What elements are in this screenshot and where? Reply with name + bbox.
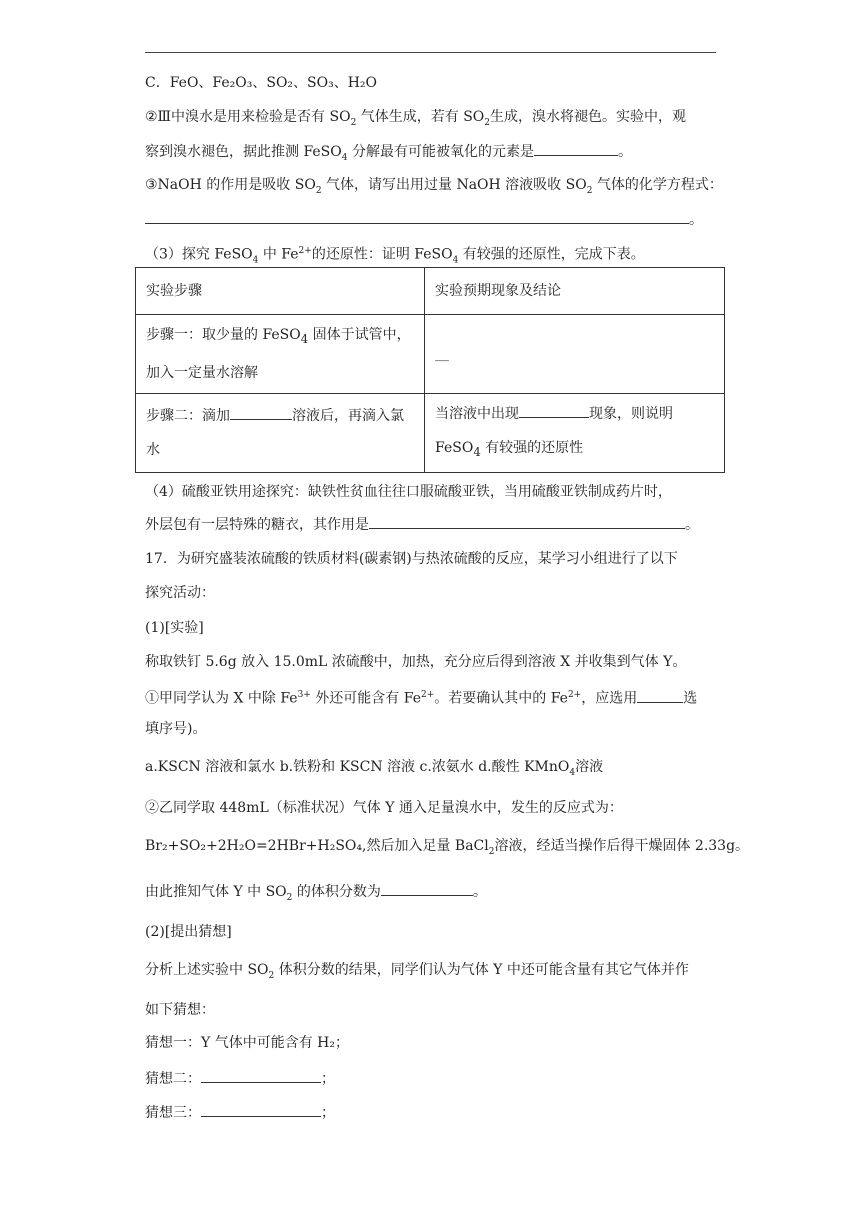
- volume-fraction-line: 由此推知气体 Y 中 $SO_2$ 的体积分数为 。: [145, 881, 487, 908]
- table-cell-step-1: 步骤一：取少量的 FeSO$_4$ 固体于试管中， 加入一定量水溶解: [136, 315, 425, 394]
- question-2-line-1: ②Ⅲ中溴水是用来检验是否有 $SO_2$ 气体生成，若有 $SO_2$生成，溴水将褪色。实验中，观: [145, 109, 687, 128]
- hypothesis-3: 猜想三： ；: [145, 1102, 335, 1123]
- question-17-title: 17．为研究盛装浓硫酸的铁质材料(碳素钢)与热浓硫酸的反应，某学习小组进行了以下: [145, 551, 678, 567]
- analysis-line: 分析上述实验中 $SO_2$ 体积分数的结果，同学们认为气体 Y 中还可能含量有其它气体并作: [145, 962, 689, 981]
- answer-blank[interactable]: [201, 1102, 321, 1117]
- question-17-title-cont: 探究活动：: [145, 585, 215, 601]
- table-header-result: 实验预期现象及结论: [425, 268, 725, 315]
- top-rule: [145, 52, 716, 53]
- answer-blank[interactable]: [369, 514, 685, 529]
- sub-question-1: ①甲同学认为 X 中除 $Fe^{3+}$ 外还可能含有 $Fe^{2+}$。若要确认其中的 $Fe^{2+}$，应选用 选: [145, 685, 697, 709]
- question-2-line-2: 察到溴水褪色，据此推测 FeSO$_4$ 分解最有可能被氧化的元素是 。: [145, 141, 632, 168]
- answer-blank[interactable]: [519, 403, 589, 418]
- hypothesis-1: 猜想一：Y 气体中可能含有 H₂；: [145, 1035, 349, 1051]
- reaction-line: Br₂+SO₂+2H₂O=2HBr+H₂SO₄,然后加入足量 BaCl$_2$溶液，经适当操作后得干燥固体 2.33g。: [145, 838, 750, 857]
- section-hypothesis: (2)[提出猜想]: [145, 924, 232, 940]
- answer-blank[interactable]: [230, 405, 292, 420]
- options-line: a.KSCN 溶液和氯水 b.铁粉和 KSCN 溶液 c.浓氨水 d.酸性 KMnO$_4$溶液: [145, 759, 604, 778]
- answer-blank[interactable]: [381, 881, 473, 896]
- answer-blank[interactable]: [534, 141, 618, 156]
- experiment-desc: 称取铁钉 5.6g 放入 15.0mL 浓硫酸中，加热，充分应后得到溶液 X 并收集到气体 Y。: [145, 654, 687, 670]
- option-c-line: C．FeO、Fe₂O₃、SO₂、SO₃、H₂O: [145, 75, 378, 91]
- equation-answer-line: 。: [145, 209, 703, 230]
- sub-question-1-cont: 填序号)。: [145, 721, 207, 737]
- table-cell-result-2: 当溶液中出现 现象，则说明 FeSO$_4$ 有较强的还原性: [425, 394, 725, 473]
- question-3-line-1: ③NaOH 的作用是吸收 $SO_2$ 气体，请写出用过量 NaOH 溶液吸收 $SO_2$ 气体的化学方程式：: [145, 177, 723, 196]
- answer-blank[interactable]: [201, 1068, 321, 1083]
- experiment-table: [135, 267, 725, 473]
- part-4-line-2: 外层包有一层特殊的糖衣，其作用是 。: [145, 514, 699, 535]
- part-4-line-1: （4）硫酸亚铁用途探究：缺铁性贫血往往口服硫酸亚铁，当用硫酸亚铁制成药片时，: [145, 484, 672, 500]
- answer-blank[interactable]: [637, 688, 683, 703]
- answer-blank[interactable]: [145, 209, 689, 224]
- analysis-line-cont: 如下猜想：: [145, 1002, 215, 1018]
- hypothesis-2: 猜想二： ；: [145, 1068, 335, 1089]
- table-cell-step-2: 步骤二：滴加 溶液后，再滴入氯 水: [136, 394, 425, 473]
- section-experiment: (1)[实验]: [145, 620, 204, 636]
- table-cell-result-1: __: [425, 315, 725, 394]
- table-header-step: 实验步骤: [136, 268, 425, 315]
- sub-question-2: ②乙同学取 448mL（标准状况）气体 Y 通入足量溴水中，发生的反应式为：: [145, 800, 623, 816]
- part-3-intro: （3）探究 FeSO$_4$ 中 $Fe^{2+}$的还原性：证明 FeSO$_4$ 有较强的还原性，完成下表。: [145, 246, 645, 266]
